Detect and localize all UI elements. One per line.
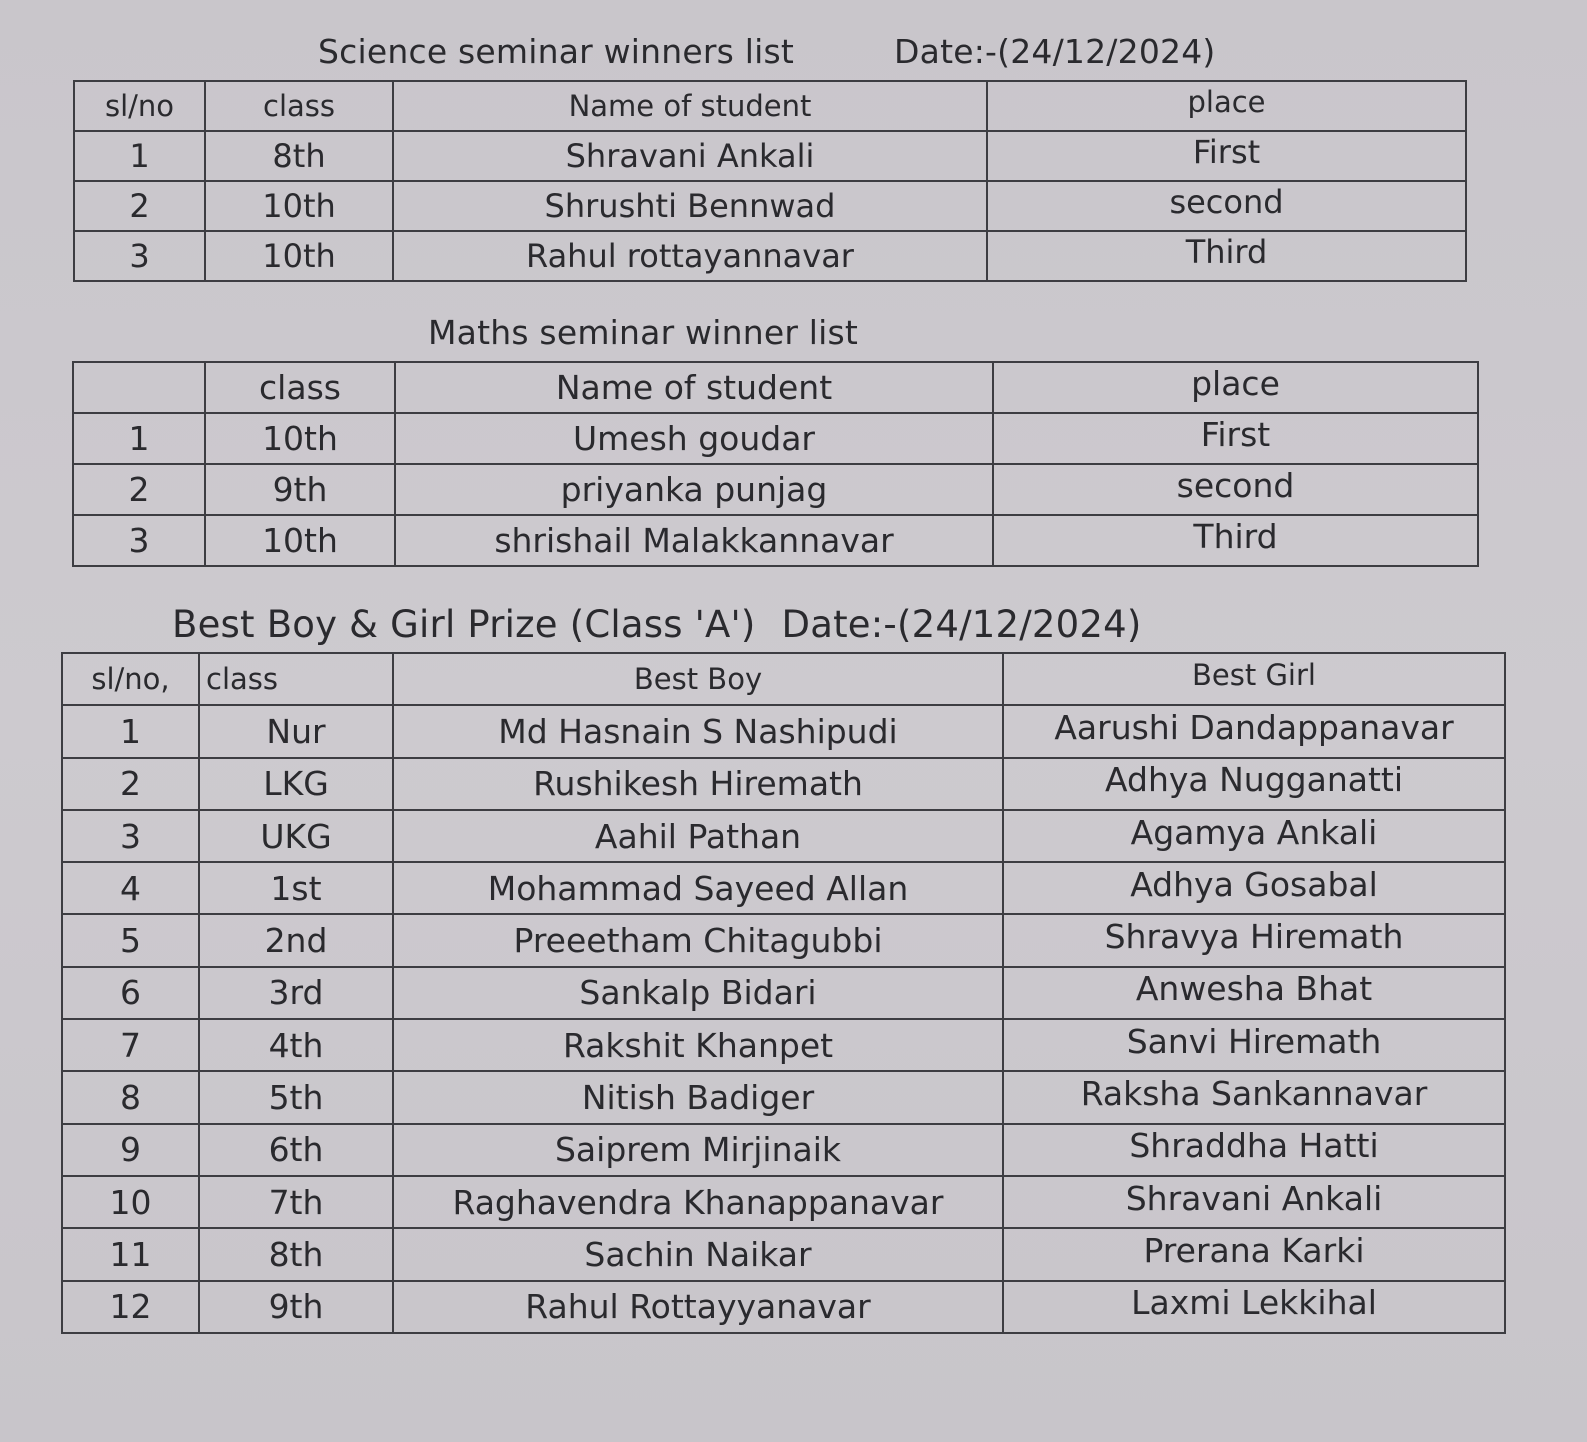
header-sl-no: sl/no: [74, 81, 205, 131]
cell-name: Umesh goudar: [395, 413, 993, 464]
cell-best-girl: Adhya Gosabal: [1003, 862, 1505, 914]
table-row: [73, 515, 1478, 566]
cell-class: UKG: [199, 810, 393, 862]
cell-place: second: [987, 181, 1466, 231]
cell-best-boy: Nitish Badiger: [393, 1071, 1003, 1123]
table-header-row: [62, 653, 1505, 705]
header-sl-no: sl/no,: [62, 653, 199, 705]
cell-sl-no: 1: [62, 705, 199, 757]
cell-sl-no: 5: [62, 914, 199, 966]
header-name: Name of student: [395, 362, 993, 413]
cell-sl-no: 6: [62, 967, 199, 1019]
table-row: [74, 231, 1466, 281]
cell-name: priyanka punjag: [395, 464, 993, 515]
cell-sl-no: 2: [73, 464, 205, 515]
science-heading: [318, 32, 1215, 71]
cell-place: First: [987, 131, 1466, 181]
cell-best-girl: Raksha Sankannavar: [1003, 1071, 1505, 1123]
maths-winners-table: [72, 361, 1479, 567]
cell-best-boy: Rakshit Khanpet: [393, 1019, 1003, 1071]
cell-sl-no: 11: [62, 1228, 199, 1280]
cell-best-boy: Raghavendra Khanappanavar: [393, 1176, 1003, 1228]
cell-class: 2nd: [199, 914, 393, 966]
cell-class: 6th: [199, 1124, 393, 1176]
cell-sl-no: 4: [62, 862, 199, 914]
cell-best-girl: Prerana Karki: [1003, 1228, 1505, 1280]
table-row: [62, 862, 1505, 914]
table-row: [62, 1124, 1505, 1176]
cell-best-boy: Mohammad Sayeed Allan: [393, 862, 1003, 914]
cell-class: 1st: [199, 862, 393, 914]
cell-sl-no: 3: [62, 810, 199, 862]
cell-best-boy: Rahul Rottayyanavar: [393, 1281, 1003, 1333]
table-row: [62, 1019, 1505, 1071]
cell-class: 10th: [205, 413, 395, 464]
table-header-row: [73, 362, 1478, 413]
cell-sl-no: 2: [74, 181, 205, 231]
science-winners-table: [73, 80, 1467, 282]
cell-class: 10th: [205, 181, 393, 231]
cell-sl-no: 2: [62, 758, 199, 810]
best-date: Date:-(24/12/2024): [781, 603, 1142, 646]
cell-class: 9th: [205, 464, 395, 515]
header-name: Name of student: [393, 81, 987, 131]
cell-best-girl: Aarushi Dandappanavar: [1003, 705, 1505, 757]
cell-sl-no: 3: [74, 231, 205, 281]
best-heading: [172, 603, 1142, 646]
maths-title: Maths seminar winner list: [428, 313, 859, 352]
cell-best-boy: Preeetham Chitagubbi: [393, 914, 1003, 966]
table-row: [73, 413, 1478, 464]
cell-best-boy: Rushikesh Hiremath: [393, 758, 1003, 810]
header-best-boy: Best Boy: [393, 653, 1003, 705]
cell-best-boy: Md Hasnain S Nashipudi: [393, 705, 1003, 757]
cell-place: second: [993, 464, 1478, 515]
table-row: [62, 1071, 1505, 1123]
cell-name: Shrushti Bennwad: [393, 181, 987, 231]
cell-best-girl: Adhya Nugganatti: [1003, 758, 1505, 810]
table-row: [62, 810, 1505, 862]
header-class: class: [205, 362, 395, 413]
cell-sl-no: 9: [62, 1124, 199, 1176]
cell-sl-no: 1: [74, 131, 205, 181]
cell-sl-no: 8: [62, 1071, 199, 1123]
table-row: [62, 758, 1505, 810]
cell-class: 5th: [199, 1071, 393, 1123]
best-boy-girl-table: [61, 652, 1506, 1334]
cell-best-boy: Sachin Naikar: [393, 1228, 1003, 1280]
cell-class: 9th: [199, 1281, 393, 1333]
cell-sl-no: 1: [73, 413, 205, 464]
cell-best-girl: Shravani Ankali: [1003, 1176, 1505, 1228]
header-best-girl: Best Girl: [1003, 653, 1505, 705]
cell-class: 7th: [199, 1176, 393, 1228]
cell-place: Third: [987, 231, 1466, 281]
cell-best-girl: Shraddha Hatti: [1003, 1124, 1505, 1176]
header-sl-no: [73, 362, 205, 413]
maths-heading: [428, 313, 858, 352]
table-row: [73, 464, 1478, 515]
table-row: [62, 705, 1505, 757]
cell-best-girl: Laxmi Lekkihal: [1003, 1281, 1505, 1333]
cell-sl-no: 3: [73, 515, 205, 566]
header-class: class: [205, 81, 393, 131]
cell-best-girl: Agamya Ankali: [1003, 810, 1505, 862]
cell-best-boy: Sankalp Bidari: [393, 967, 1003, 1019]
best-title: Best Boy & Girl Prize (Class 'A'): [172, 603, 756, 646]
cell-place: Third: [993, 515, 1478, 566]
cell-class: Nur: [199, 705, 393, 757]
cell-class: 10th: [205, 515, 395, 566]
best-table-body: [62, 705, 1505, 1333]
cell-best-boy: Saiprem Mirjinaik: [393, 1124, 1003, 1176]
cell-class: LKG: [199, 758, 393, 810]
table-row: [74, 181, 1466, 231]
cell-name: Shravani Ankali: [393, 131, 987, 181]
cell-class: 10th: [205, 231, 393, 281]
cell-class: 8th: [199, 1228, 393, 1280]
cell-class: 4th: [199, 1019, 393, 1071]
cell-class: 8th: [205, 131, 393, 181]
table-row: [62, 967, 1505, 1019]
cell-sl-no: 7: [62, 1019, 199, 1071]
science-title: Science seminar winners list: [318, 32, 795, 71]
table-row: [62, 914, 1505, 966]
table-row: [62, 1228, 1505, 1280]
cell-sl-no: 10: [62, 1176, 199, 1228]
table-row: [62, 1281, 1505, 1333]
cell-name: Rahul rottayannavar: [393, 231, 987, 281]
cell-best-girl: Shravya Hiremath: [1003, 914, 1505, 966]
header-place: place: [987, 81, 1466, 131]
cell-class: 3rd: [199, 967, 393, 1019]
table-row: [74, 131, 1466, 181]
science-date: Date:-(24/12/2024): [894, 32, 1216, 71]
cell-best-girl: Anwesha Bhat: [1003, 967, 1505, 1019]
cell-sl-no: 12: [62, 1281, 199, 1333]
header-class: class: [199, 653, 393, 705]
cell-name: shrishail Malakkannavar: [395, 515, 993, 566]
cell-place: First: [993, 413, 1478, 464]
cell-best-girl: Sanvi Hiremath: [1003, 1019, 1505, 1071]
cell-best-boy: Aahil Pathan: [393, 810, 1003, 862]
header-place: place: [993, 362, 1478, 413]
table-header-row: [74, 81, 1466, 131]
table-row: [62, 1176, 1505, 1228]
